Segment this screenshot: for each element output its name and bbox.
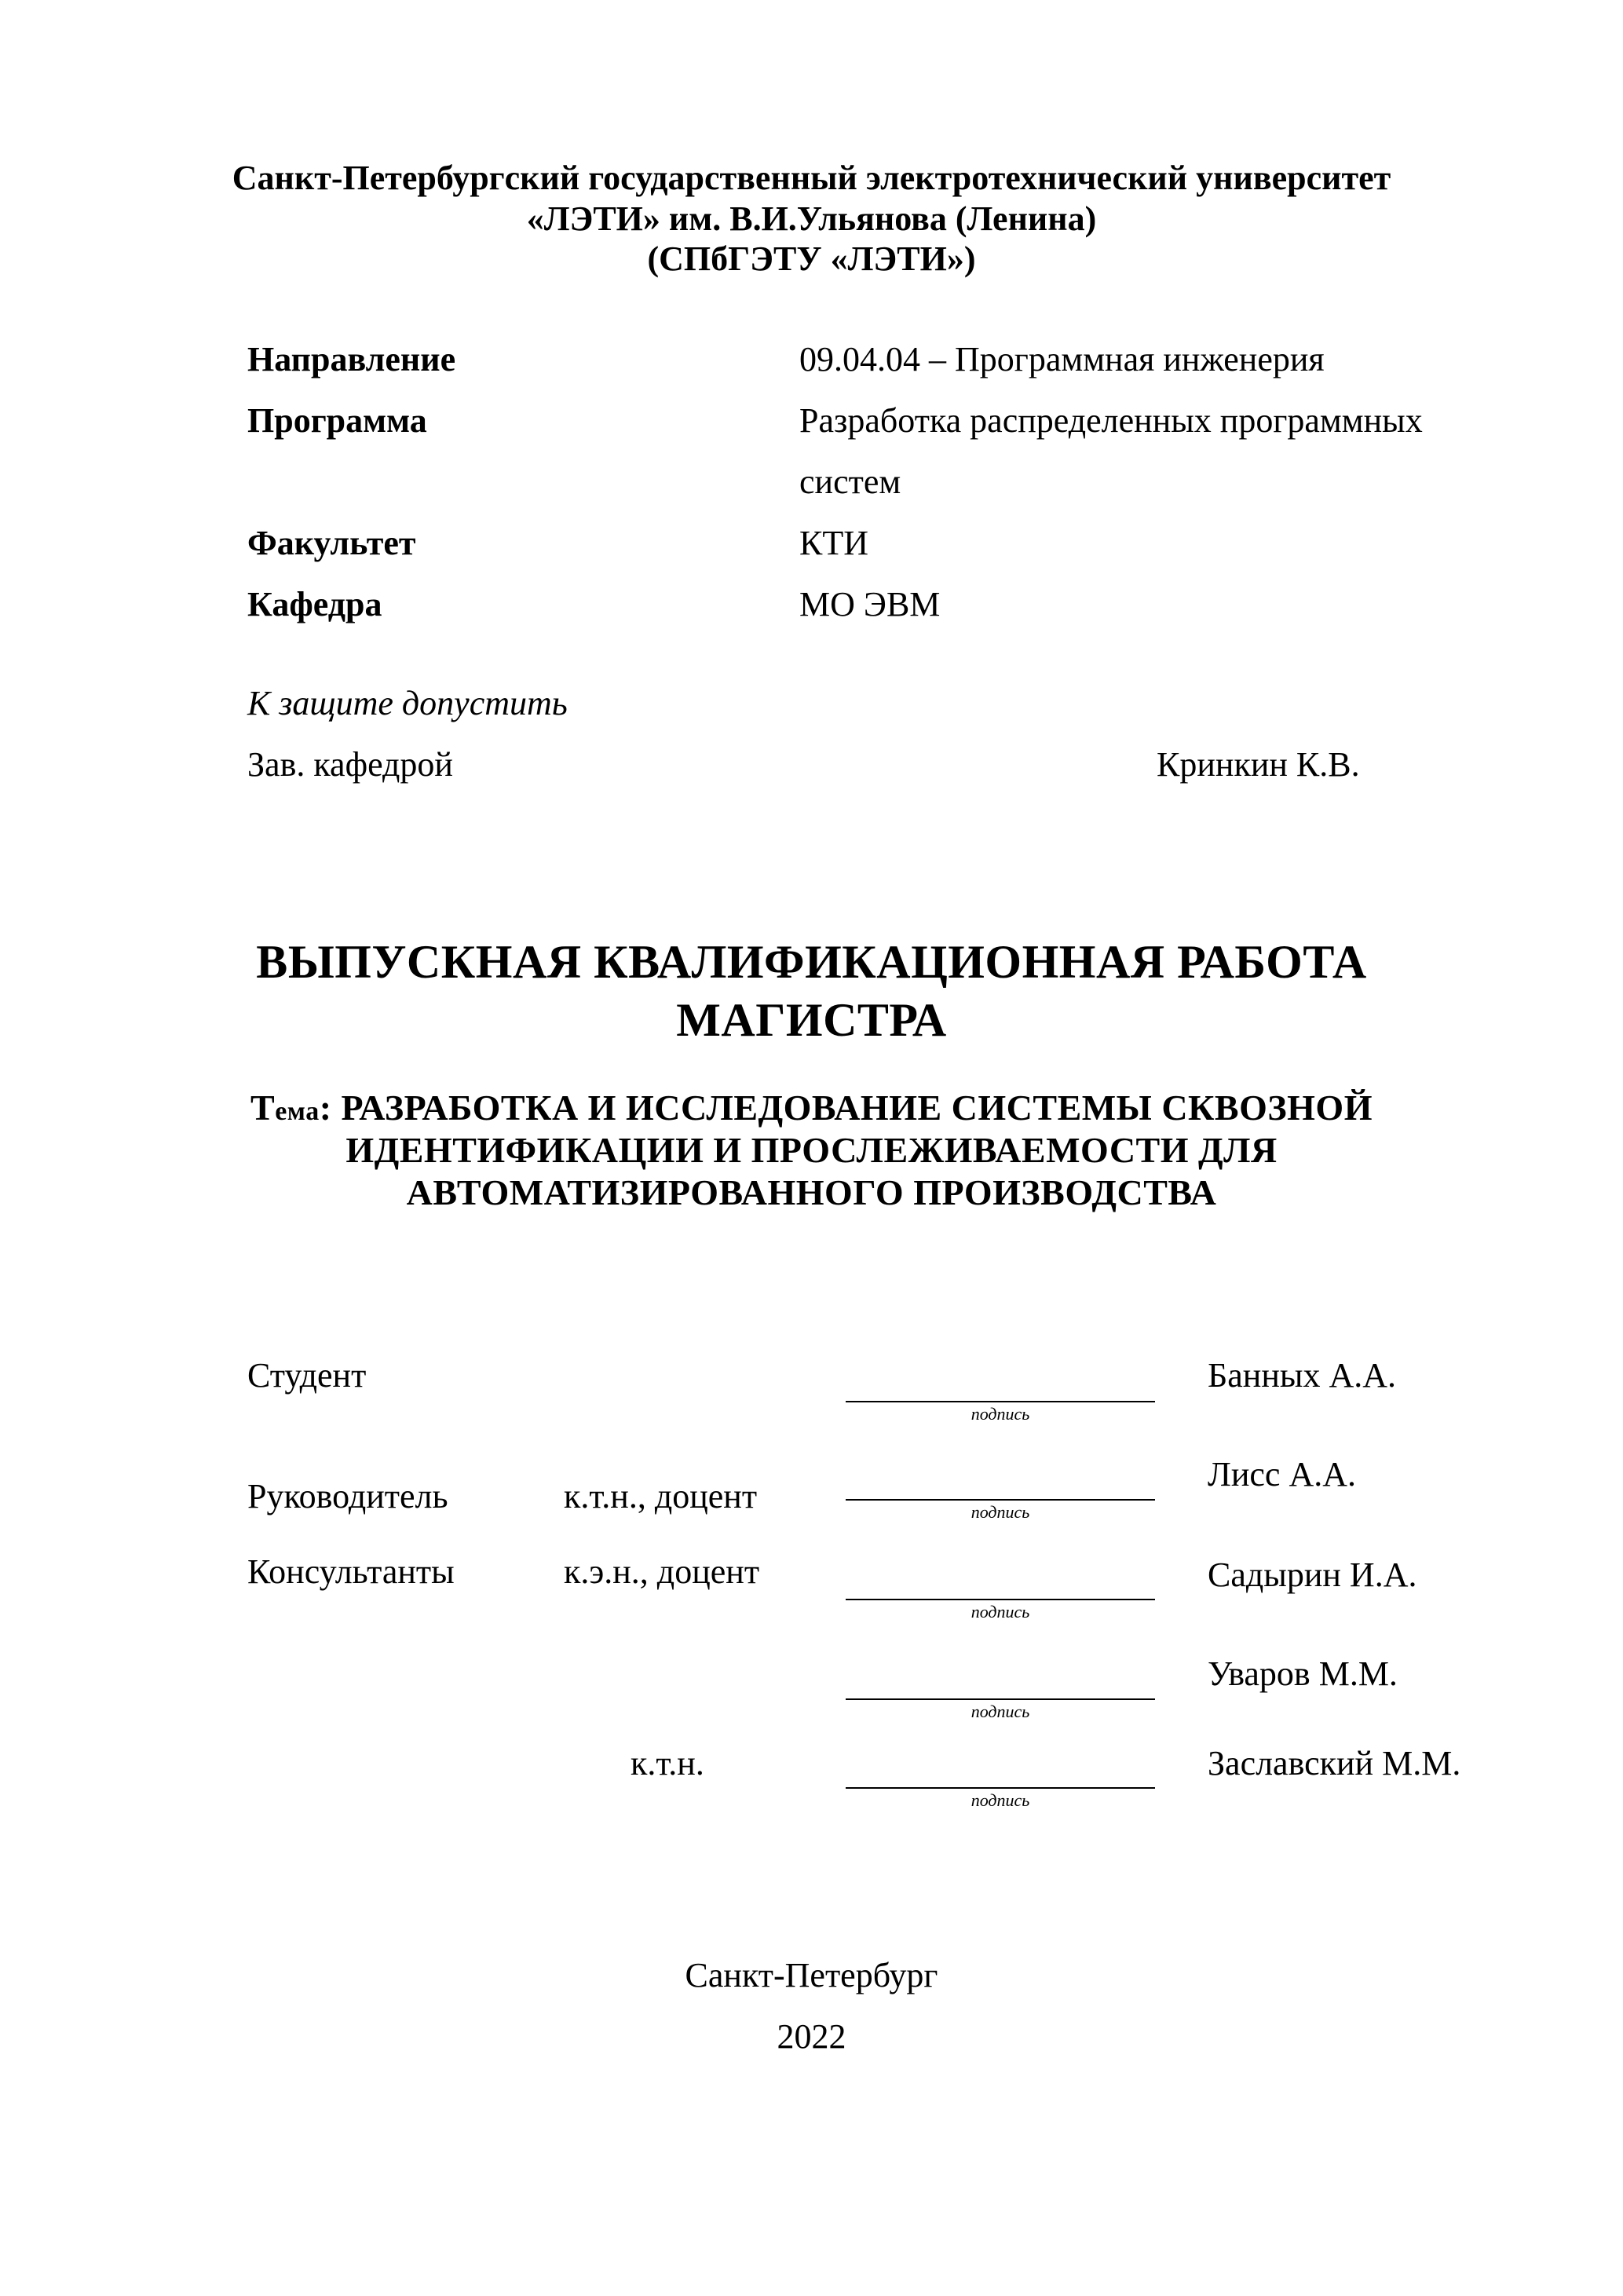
footer-year: 2022 [777, 2017, 846, 2056]
department-head-label: Зав. кафедрой [247, 745, 453, 784]
program-label: Программа [247, 401, 427, 440]
university-name: Санкт-Петербургский государственный электротехнический университет [232, 159, 1391, 197]
consultant2-name: Уваров М.М. [1208, 1654, 1398, 1693]
topic-label-colon: : [319, 1088, 332, 1128]
consultant1-signature-caption: подпись [971, 1602, 1030, 1621]
program-value-line1: Разработка распределенных программных [799, 401, 1423, 440]
topic-line2: ИДЕНТИФИКАЦИИ И ПРОСЛЕЖИВАЕМОСТИ ДЛЯ [345, 1130, 1278, 1170]
department-label: Кафедра [247, 585, 382, 623]
university-short-name: «ЛЭТИ» им. В.И.Ульянова (Ленина) [526, 199, 1097, 238]
department-value: МО ЭВМ [799, 585, 941, 623]
student-signature-line [846, 1401, 1155, 1402]
supervisor-name: Лисс А.А. [1208, 1455, 1356, 1493]
work-title-line1: ВЫПУСКНАЯ КВАЛИФИКАЦИОННАЯ РАБОТА [256, 936, 1367, 988]
consultant3-signature-line [846, 1787, 1155, 1789]
consultant2-signature-caption: подпись [971, 1702, 1030, 1721]
faculty-label: Факультет [247, 524, 416, 562]
consultant1-name: Садырин И.А. [1208, 1556, 1417, 1594]
supervisor-signature-line [846, 1499, 1155, 1501]
student-signature-caption: подпись [971, 1404, 1030, 1424]
work-title-line2: МАГИСТРА [676, 994, 947, 1046]
admission-note: К защите допустить [247, 684, 568, 722]
consultant3-signature-caption: подпись [971, 1790, 1030, 1810]
topic-text-line1: РАЗРАБОТКА И ИССЛЕДОВАНИЕ СИСТЕМЫ СКВОЗНОЙ [341, 1088, 1373, 1128]
consultant3-degree: к.т.н. [631, 1744, 704, 1782]
supervisor-role: Руководитель [247, 1477, 448, 1515]
direction-label: Направление [247, 340, 456, 378]
topic-line3: АВТОМАТИЗИРОВАННОГО ПРОИЗВОДСТВА [406, 1172, 1217, 1212]
faculty-value: КТИ [799, 524, 868, 562]
department-head-name: Кринкин К.В. [1157, 745, 1360, 784]
consultant3-name: Заславский М.М. [1208, 1744, 1461, 1782]
program-value-line2: систем [799, 462, 901, 501]
consultants-role: Консультанты [247, 1552, 455, 1591]
topic-label-rest: ема [275, 1097, 320, 1126]
supervisor-signature-caption: подпись [971, 1502, 1030, 1522]
university-abbreviation: (СПбГЭТУ «ЛЭТИ») [647, 239, 976, 278]
student-role: Студент [247, 1356, 367, 1395]
supervisor-degree: к.т.н., доцент [564, 1477, 758, 1515]
topic-label-first: Т [250, 1088, 276, 1128]
student-name: Банных А.А. [1208, 1356, 1397, 1395]
topic-line1 [0, 1087, 1623, 1133]
direction-value: 09.04.04 – Программная инженерия [799, 340, 1325, 378]
consultant1-degree: к.э.н., доцент [564, 1552, 760, 1591]
consultant1-signature-line [846, 1599, 1155, 1600]
consultant2-signature-line [846, 1698, 1155, 1700]
footer-city: Санкт-Петербург [685, 1956, 938, 1994]
